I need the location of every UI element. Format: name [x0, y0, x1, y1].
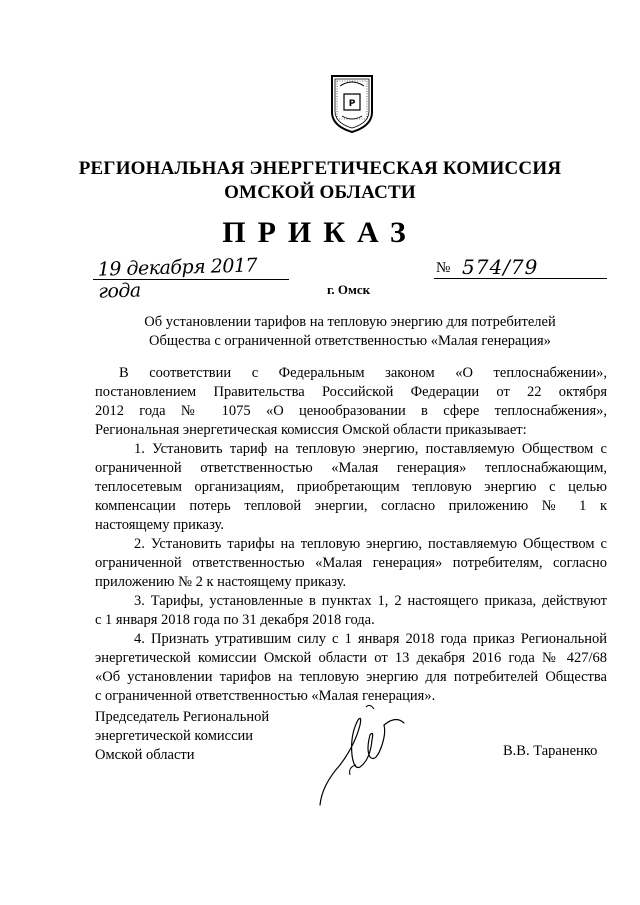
body-line: ограниченной ответственностью «Малая генерация» теплоснабжающим,: [95, 460, 607, 476]
organization-name-line2: ОМСКОЙ ОБЛАСТИ: [224, 182, 416, 203]
body-line: ограниченной ответственностью «Малая генерация» потребителям, согласно: [95, 555, 607, 571]
subject-line2: Общества с ограниченной ответственностью «Малая генерация»: [149, 333, 551, 349]
signatory-name: В.В. Тараненко: [503, 743, 598, 759]
signatory-position-line2: энергетической комиссии: [95, 728, 254, 744]
body-line: Региональная энергетическая комиссия Омской области приказывает:: [95, 422, 527, 438]
body-line: компенсации потерь тепловой энергии, согласно приложению № 1 к: [95, 498, 607, 514]
organization-name-line1: РЕГИОНАЛЬНАЯ ЭНЕРГЕТИЧЕСКАЯ КОМИССИЯ: [78, 158, 562, 179]
signatory-position-line3: Омской области: [95, 747, 195, 763]
body-line: энергетической комиссии Омской области от 13 декабря 2016 года № 427/68: [95, 650, 607, 666]
document-title: ПРИКАЗ: [222, 216, 418, 249]
body-line: «Об установлении тарифов на тепловую энергию для потребителей Общества: [95, 669, 607, 685]
body-line: с ограниченной ответственностью «Малая генерация».: [95, 688, 436, 704]
handwritten-date: 19 декабря 2017 года: [97, 254, 258, 303]
body-line: 3. Тарифы, установленные в пунктах 1, 2 настоящего приказа, действуют: [134, 593, 607, 609]
number-underline: [434, 278, 607, 279]
coat-of-arms-icon: [330, 72, 374, 134]
body-line: приложению № 2 к настоящему приказу.: [95, 574, 347, 590]
body-line: 2. Установить тарифы на тепловую энергию, поставляемую Обществом с: [134, 536, 607, 552]
body-line: с 1 января 2018 года по 31 декабря 2018 года.: [95, 612, 375, 628]
body-line: постановлением Правительства Российской Федерации от 22 октября: [95, 384, 607, 400]
body-line: настоящему приказу.: [95, 517, 224, 533]
body-line: В соответствии с Федеральным законом «О теплоснабжении»,: [119, 365, 607, 381]
svg-text:Р: Р: [348, 99, 356, 109]
handwritten-signature: [300, 695, 430, 815]
body-line: 2012 года № 1075 «О ценообразовании в сфере теплоснабжения»,: [95, 403, 607, 419]
handwritten-number: 574/79: [462, 255, 539, 279]
body-line: 1. Установить тариф на тепловую энергию, поставляемую Обществом с: [134, 441, 607, 457]
signatory-position-line1: Председатель Региональной: [95, 709, 270, 725]
body-line: теплосетевым организациям, приобретающим тепловую энергию с целью: [95, 479, 607, 495]
subject-line1: Об установлении тарифов на тепловую энергию для потребителей: [144, 314, 556, 330]
date-underline: [93, 279, 289, 280]
number-sign: №: [436, 260, 451, 276]
city-label: г. Омск: [327, 282, 371, 297]
body-line: 4. Признать утратившим силу с 1 января 2018 года приказ Региональной: [134, 631, 607, 647]
